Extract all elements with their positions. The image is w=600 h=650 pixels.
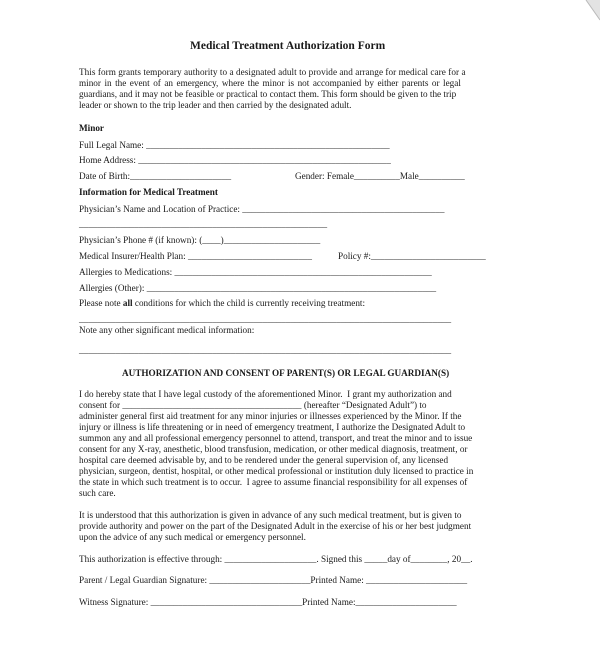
effective-date-field[interactable]: This authorization is effective through: ____________________. Signed this _____day of________, 20__. [79, 554, 473, 564]
consent-line: physician, surgeon, dentist, hospital, or other medical professional or institution duly licensed to practice in [79, 466, 474, 476]
form-title: Medical Treatment Authorization Form [190, 40, 386, 52]
consent-line: the state in which such treatment is to occur. I agree to assume financial responsibility for all expenses of [79, 477, 468, 487]
designated-adult-field[interactable]: consent for _______________________________________ (hereafter “Designated Adult”) to [79, 400, 427, 410]
date-of-birth-field[interactable]: Date of Birth:______________________ [79, 171, 232, 181]
gender-field[interactable]: Gender: Female__________Male__________ [295, 171, 465, 181]
consent-line: consent for any X-ray, anesthetic, blood transfusion, medication, or other medical diagnosis, treatment, or [79, 444, 468, 454]
medical-treatment-heading: Information for Medical Treatment [79, 187, 218, 197]
physician-name-field-line2[interactable]: ______________________________________________________ [79, 219, 328, 229]
physician-phone-field[interactable]: Physician’s Phone # (if known): (____)_____________________ [79, 235, 321, 245]
page-corner-fold-icon [584, 0, 600, 22]
other-info-prompt: Note any other significant medical information: [79, 325, 255, 335]
conditions-prompt-start: Please note [79, 298, 123, 308]
physician-name-field[interactable]: Physician’s Name and Location of Practice: ____________________________________________ [79, 204, 445, 214]
consent-line: I do hereby state that I have legal custody of the aforementioned Minor. I grant my authorization and [79, 389, 452, 399]
intro-line: minor in the event of an emergency, where the minor is not accompanied by either parents or legal [79, 78, 461, 88]
intro-line: leader or shown to the trip leader and then carried by the designated adult. [79, 100, 352, 110]
guardian-signature-field[interactable]: Parent / Legal Guardian Signature: ______________________Printed Name: ______________________ [79, 575, 468, 585]
intro-line: guardians, and it may not be feasible or practical to contact them. This form should be given to the trip [79, 89, 457, 99]
consent-line: such care. [79, 488, 116, 498]
allergies-other-field[interactable]: Allergies (Other): _______________________________________________________________ [79, 283, 437, 293]
conditions-prompt-emphasis: all [122, 298, 133, 308]
consent-line: injury or illness is life threatening or in need of emergency treatment, I authorize the Designated Adult to [79, 422, 466, 432]
witness-signature-field[interactable]: Witness Signature: _________________________________Printed Name:______________________ [79, 597, 457, 607]
notice-line: upon the advice of any such medical or emergency personnel. [79, 532, 306, 542]
consent-line: hospital care deemed advisable by, and to be rendered under the general supervision of, any licensed [79, 455, 449, 465]
conditions-prompt-end: conditions for which the child is currently receiving treatment: [132, 298, 366, 308]
notice-line: provide authority and power on the part of the Designated Adult in the exercise of his or her best judgment [79, 521, 472, 531]
consent-line: administer general first aid treatment for any minor injuries or illnesses experienced by the Minor. If the [79, 411, 462, 421]
conditions-field[interactable]: _________________________________________________________________________________ [79, 314, 452, 324]
consent-heading: AUTHORIZATION AND CONSENT OF PARENT(S) OR LEGAL GUARDIAN(S) [122, 368, 450, 378]
conditions-prompt [79, 298, 365, 310]
full-name-field[interactable]: Full Legal Name: _____________________________________________________ [79, 140, 390, 150]
home-address-field[interactable]: Home Address: _______________________________________________________ [79, 155, 391, 165]
notice-line: It is understood that this authorization is given in advance of any such medical treatment, but is given to [79, 510, 462, 520]
other-info-field[interactable]: _________________________________________________________________________________ [79, 345, 452, 355]
consent-line: summon any and all professional emergency personnel to attend, transport, and treat the minor and to issue [79, 433, 473, 443]
minor-heading: Minor [79, 123, 105, 133]
policy-number-field[interactable]: Policy #:_________________________ [338, 251, 486, 261]
allergies-medications-field[interactable]: Allergies to Medications: ________________________________________________________ [79, 267, 432, 277]
medical-insurer-field[interactable]: Medical Insurer/Health Plan: ___________________________ [79, 251, 312, 261]
intro-line: This form grants temporary authority to a designated adult to provide and arrange for medical care for a [79, 67, 466, 77]
